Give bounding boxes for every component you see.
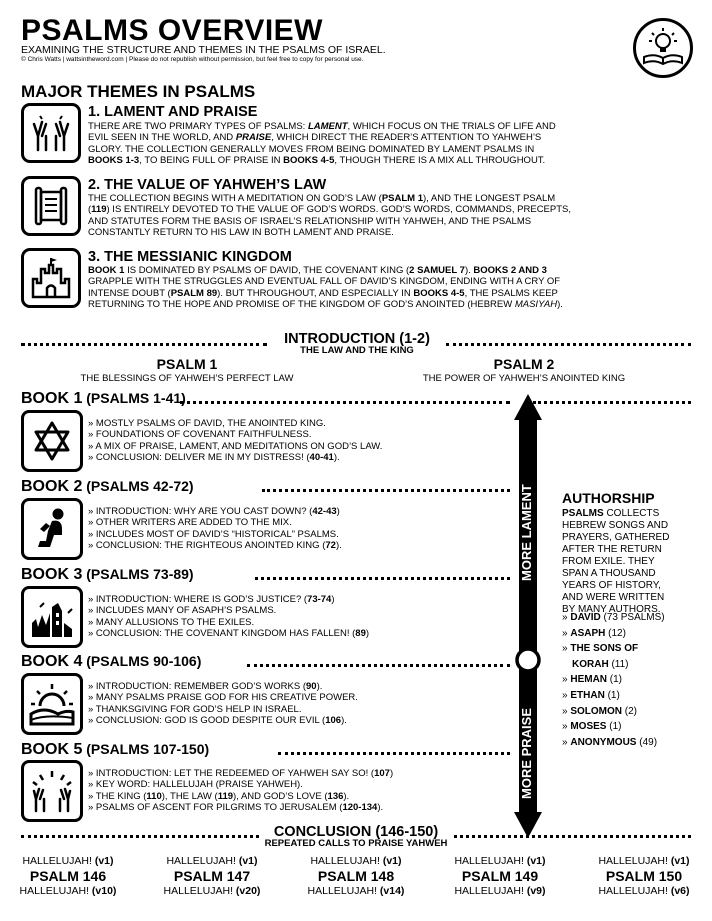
scroll-icon xyxy=(21,176,81,236)
ruined-city-icon xyxy=(21,586,83,648)
list-item: » THE KING (110), THE LAW (119), AND GOD’S LOVE (136). xyxy=(88,790,350,802)
divider xyxy=(278,752,510,755)
introduction-subtitle: THE LAW AND THE KING xyxy=(300,345,414,356)
list-item: » ASAPH (12) xyxy=(562,627,626,639)
hallelujah-first: HALLELUJAH! (v1) xyxy=(454,855,546,867)
conclusion-psalm xyxy=(438,855,562,897)
list-item: » CONCLUSION: DELIVER ME IN MY DISTRESS! (40-41). xyxy=(88,451,340,463)
text-line: THE COLLECTION BEGINS WITH A MEDITATION ON GOD’S LAW (PSALM 1), AND THE LONGEST PSALM xyxy=(88,193,556,204)
star-of-david-icon xyxy=(21,410,83,472)
list-item: » INTRODUCTION: WHY ARE YOU CAST DOWN? (42-43) xyxy=(88,506,340,517)
intro-psalm-desc: THE BLESSINGS OF YAHWEH’S PERFECT LAW xyxy=(80,373,294,384)
hallelujah-last: HALLELUJAH! (v6) xyxy=(598,885,690,897)
timeline-label-bottom: MORE PRAISE xyxy=(519,707,534,799)
list-item: » INCLUDES MOST OF DAVID’S “HISTORICAL” PSALMS. xyxy=(88,528,339,540)
authorship-text xyxy=(562,508,702,616)
divider xyxy=(262,489,510,492)
themes-heading: MAJOR THEMES IN PSALMS xyxy=(21,82,256,101)
theme-title: 2. THE VALUE OF YAHWEH’S LAW xyxy=(88,177,327,193)
text-line: AFTER THE RETURN xyxy=(562,544,662,555)
introduction-title: INTRODUCTION (1-2) xyxy=(284,331,430,347)
divider xyxy=(21,343,267,346)
list-item: » INCLUDES MANY OF ASAPH’S PSALMS. xyxy=(88,605,277,617)
theme-text xyxy=(88,193,690,239)
hallelujah-first: HALLELUJAH! (v1) xyxy=(22,855,114,867)
book-title: BOOK 1 (PSALMS 1-41) xyxy=(21,390,186,407)
book-title: BOOK 2 (PSALMS 42-72) xyxy=(21,478,194,495)
lightbulb-book-icon xyxy=(633,18,693,78)
hallelujah-last: HALLELUJAH! (v9) xyxy=(454,885,546,897)
list-item: » CONCLUSION: THE COVENANT KINGDOM HAS FALLEN! (89) xyxy=(88,627,370,639)
divider xyxy=(247,664,510,667)
hallelujah-last: HALLELUJAH! (v10) xyxy=(19,885,117,897)
text-line: EVIL SEEN IN THE WORLD, AND PRAISE, WHICH DIRECT THE READER’S ATTENTION TO YAHWEH’S xyxy=(88,132,542,144)
text-line: HEBREW SONGS AND xyxy=(562,520,669,531)
book-bullets xyxy=(88,506,342,551)
text-line: GRAPPLE WITH THE STRUGGLES AND EVENTUAL FALL OF DAVID’S KINGDOM, ENDING WITH A CRY OF xyxy=(88,276,561,288)
list-item: » THANKSGIVING FOR GOD’S HELP IN ISRAEL. xyxy=(88,703,302,715)
book-bullets xyxy=(88,681,358,726)
sunrise-landscape-icon xyxy=(21,673,83,735)
page-title: PSALMS OVERVIEW xyxy=(21,14,323,47)
list-item: » OTHER WRITERS ARE ADDED TO THE MIX. xyxy=(88,517,292,529)
raised-hands-icon xyxy=(21,103,81,163)
text-line: THERE ARE TWO PRIMARY TYPES OF PSALMS: LAMENT, WHICH FOCUS ON THE TRIALS OF LIFE AND xyxy=(88,121,556,132)
conclusion-subtitle: REPEATED CALLS TO PRAISE YAHWEH xyxy=(264,838,448,849)
list-item: » MOSES (1) xyxy=(562,721,622,733)
book-bullets xyxy=(88,594,369,639)
list-item: » INTRODUCTION: REMEMBER GOD’S WORKS (90). xyxy=(88,681,323,692)
book-bullets xyxy=(88,768,393,813)
list-item: » SOLOMON (2) xyxy=(562,705,638,717)
list-item: » INTRODUCTION: WHERE IS GOD’S JUSTICE? (73-74) xyxy=(88,594,335,605)
copyright-note: © Chris Watts | wattsintheword.com | Please do not republish without permission, but feel free to copy for personal use. xyxy=(21,56,364,63)
hallelujah-last: HALLELUJAH! (v20) xyxy=(163,885,261,897)
text-line: CONSTANTLY RETURN TO HIS LAW IN BOTH LAMENT AND PRAISE. xyxy=(88,227,394,239)
text-line: (119) IS ENTIRELY DEVOTED TO THE VALUE OF GOD’S WORDS. GOD’S WORDS, COMMANDS, PRECEPTS, xyxy=(88,204,572,216)
conclusion-psalm xyxy=(582,855,706,897)
divider xyxy=(21,835,259,838)
list-item: » PSALMS OF ASCENT FOR PILGRIMS TO JERUSALEM (120-134). xyxy=(88,801,384,813)
conclusion-title: CONCLUSION (146-150) xyxy=(273,824,439,840)
conclusion-psalm xyxy=(6,855,130,897)
book-title: BOOK 5 (PSALMS 107-150) xyxy=(21,741,210,758)
text-line: SPAN A THOUSAND xyxy=(562,568,656,579)
text-line: FROM EXILE. THEY xyxy=(562,556,655,567)
kneeling-person-icon xyxy=(21,498,83,560)
list-item: » CONCLUSION: THE RIGHTEOUS ANOINTED KING (72). xyxy=(88,539,342,551)
hallelujah-last: HALLELUJAH! (v14) xyxy=(307,885,405,897)
divider xyxy=(446,343,691,346)
list-item: » CONCLUSION: GOD IS GOOD DESPITE OUR EVIL (106). xyxy=(88,714,347,726)
text-line: GLORY. THE COLLECTION GENERALLY MOVES FROM BEING DOMINATED BY LAMENT PSALMS IN xyxy=(88,143,535,155)
list-item: » MANY PSALMS PRAISE GOD FOR HIS CREATIVE POWER. xyxy=(88,692,358,704)
conclusion-psalm xyxy=(294,855,418,897)
theme-title: 1. LAMENT AND PRAISE xyxy=(88,104,258,120)
intro-psalm-desc: THE POWER OF YAHWEH’S ANOINTED KING xyxy=(422,373,626,384)
list-item: » INTRODUCTION: LET THE REDEEMED OF YAHWEH SAY SO! (107) xyxy=(88,768,394,779)
text-line: PRAYERS, GATHERED xyxy=(562,532,670,543)
theme-text xyxy=(88,265,690,311)
list-item: » ETHAN (1) xyxy=(562,689,620,701)
list-item: » MOSTLY PSALMS OF DAVID, THE ANOINTED KING. xyxy=(88,418,326,429)
text-line: YEARS OF HISTORY, xyxy=(562,580,661,591)
theme-title: 3. THE MESSIANIC KINGDOM xyxy=(88,249,292,265)
hallelujah-first: HALLELUJAH! (v1) xyxy=(166,855,258,867)
list-item: » ANONYMOUS (49) xyxy=(562,736,658,748)
text-line: BOOKS 1-3, TO BEING FULL OF PRAISE IN BOOKS 4-5, THOUGH THERE IS A MIX ALL THROUGHOUT. xyxy=(88,155,546,167)
text-line: INTENSE DOUBT (PSALM 89). BUT THROUGHOUT, AND ESPECIALLY IN BOOKS 4-5, THE PSALMS KEEP xyxy=(88,287,558,299)
intro-psalm-name: PSALM 2 xyxy=(493,356,555,372)
book-title: BOOK 4 (PSALMS 90-106) xyxy=(21,653,202,670)
text-line: AND STATUTES FORM THE BASIS OF ISRAEL’S RELATIONSHIP WITH YAHWEH, AND THE PSALMS xyxy=(88,215,532,227)
divider xyxy=(180,401,510,404)
conclusion-psalm-name: PSALM 149 xyxy=(461,868,539,884)
conclusion-psalm-name: PSALM 150 xyxy=(605,868,683,884)
praising-hands-icon xyxy=(21,760,83,822)
divider xyxy=(454,835,691,838)
intro-psalm-name: PSALM 1 xyxy=(156,356,218,372)
list-item: KORAH (11) xyxy=(572,658,629,670)
authorship-title: AUTHORSHIP xyxy=(562,490,655,506)
theme-text xyxy=(88,121,690,167)
divider xyxy=(255,577,510,580)
text-line: BOOK 1 IS DOMINATED BY PSALMS OF DAVID, THE COVENANT KING (2 SAMUEL 7). BOOKS 2 AND 3 xyxy=(88,265,547,276)
list-item: » FOUNDATIONS OF COVENANT FAITHFULNESS. xyxy=(88,429,312,441)
castle-icon xyxy=(21,248,81,308)
text-line: PSALMS COLLECTS xyxy=(562,508,660,519)
list-item: » DAVID (73 PSALMS) xyxy=(562,612,665,623)
page-subtitle: EXAMINING THE STRUCTURE AND THEMES IN THE PSALMS OF ISRAEL. xyxy=(21,44,386,56)
text-line: RETURNING TO THE HOPE AND PROMISE OF THE KINGDOM OF GOD’S ANOINTED (HEBREW MASIYAH). xyxy=(88,299,563,311)
conclusion-psalm-name: PSALM 147 xyxy=(173,868,251,884)
list-item: » HEMAN (1) xyxy=(562,674,623,686)
list-item: » KEY WORD: HALLELUJAH (PRAISE YAHWEH). xyxy=(88,779,303,791)
conclusion-psalms xyxy=(6,855,706,897)
hallelujah-first: HALLELUJAH! (v1) xyxy=(598,855,690,867)
book-title: BOOK 3 (PSALMS 73-89) xyxy=(21,566,194,583)
author-list xyxy=(562,612,707,752)
conclusion-psalm-name: PSALM 148 xyxy=(317,868,395,884)
list-item: » A MIX OF PRAISE, LAMENT, AND MEDITATIONS ON GOD’S LAW. xyxy=(88,440,383,452)
book-bullets xyxy=(88,418,382,463)
text-line: BY MANY AUTHORS. xyxy=(562,604,661,615)
conclusion-psalm xyxy=(150,855,274,897)
hallelujah-first: HALLELUJAH! (v1) xyxy=(310,855,402,867)
conclusion-psalm-name: PSALM 146 xyxy=(29,868,107,884)
text-line: AND WERE WRITTEN xyxy=(562,592,665,603)
timeline-label-top: MORE LAMENT xyxy=(519,484,534,582)
list-item: » THE SONS OF xyxy=(562,643,639,655)
list-item: » MANY ALLUSIONS TO THE EXILES. xyxy=(88,616,255,628)
divider xyxy=(533,401,691,404)
